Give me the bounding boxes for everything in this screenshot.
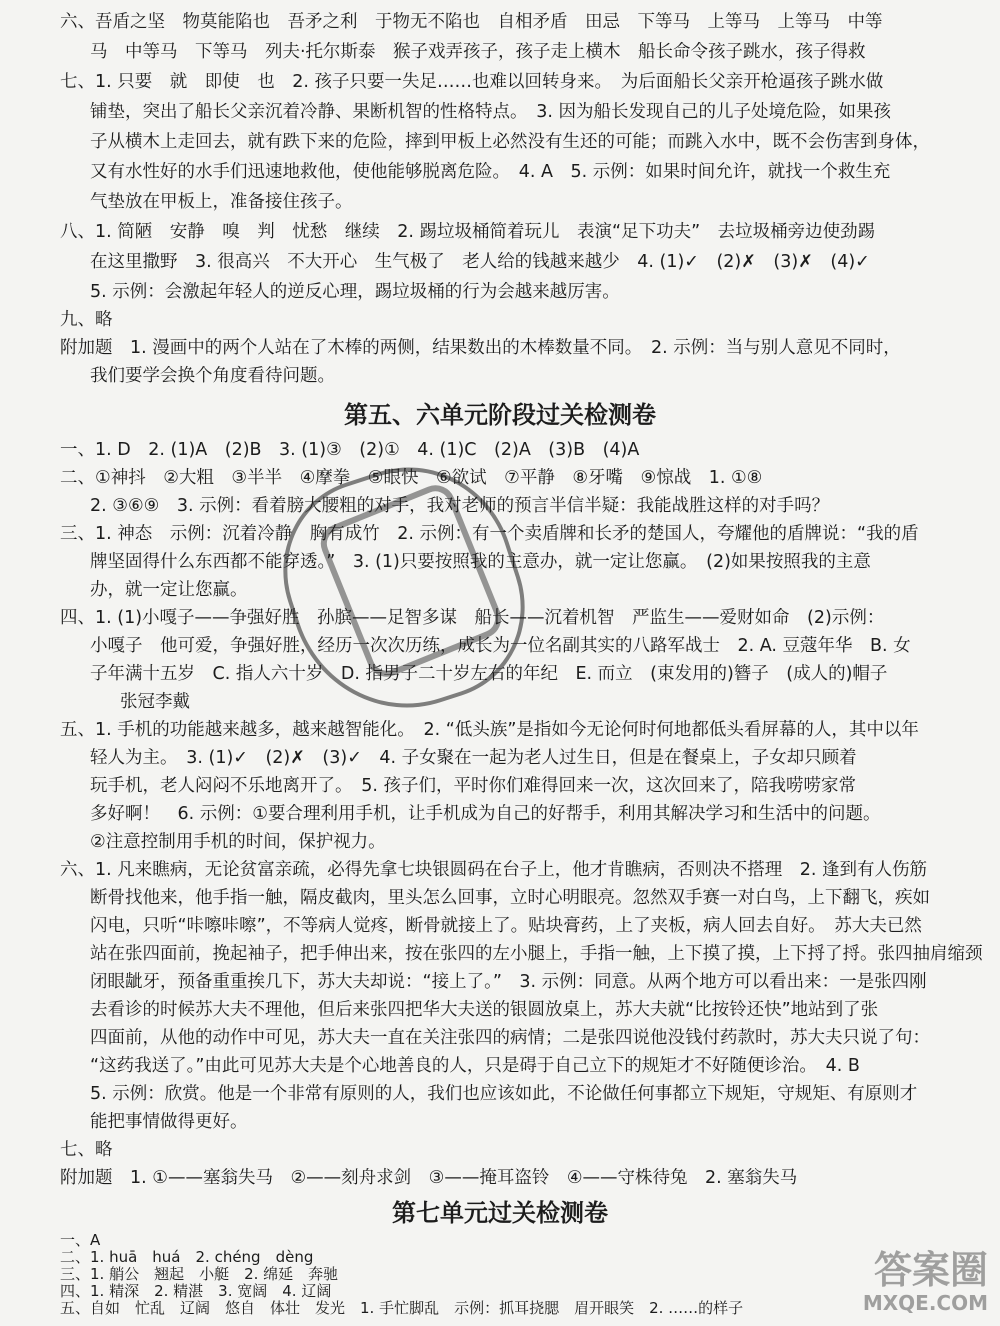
answer-line: 铺垫，突出了船长父亲沉着冷静、果断机智的性格特点。 3. 因为船长发现自己的儿子处境危险，如果孩 — [90, 102, 892, 122]
answer-line: ②注意控制用手机的时间，保护视力。 — [90, 832, 386, 852]
watermark-url: MXQE.COM — [862, 1291, 988, 1315]
answer-line: 九、略 — [60, 310, 113, 330]
answer-line: 四面前，从他的动作中可见，苏大夫一直在关注张四的病情；二是张四说他没钱付药款时，苏大夫只说了句： — [90, 1028, 930, 1048]
answer-line: 轻人为主。 3. (1)✓ (2)✗ (3)✓ 4. 子女聚在一起为老人过生日，但是在餐桌上，子女却只顾着 — [90, 748, 857, 768]
answer-line: 七、略 — [60, 1140, 113, 1160]
answer-line: 五、自如 忙乱 辽阔 悠自 体壮 发光 1. 手忙脚乱 示例：抓耳挠腮 眉开眼笑 2. ……的样子 — [60, 1300, 744, 1316]
answer-line: 在这里撒野 3. 很高兴 不大开心 生气极了 老人给的钱越来越少 4. (1)✓ (2)✗ (3)✗ (4)✓ — [90, 252, 870, 272]
answer-line: 四、1. 精深 2. 精湛 3. 宽阔 4. 辽阔 — [60, 1283, 332, 1299]
site-watermark — [808, 1248, 988, 1318]
answer-line: 四、1. (1)小嘎子——争强好胜 孙膑——足智多谋 船长——沉着机智 严监生——爱财如命 (2)示例： — [60, 608, 885, 628]
answer-line: 气垫放在甲板上，准备接住孩子。 — [90, 192, 353, 212]
answer-line: 闭眼龇牙，预备重重挨几下，苏大夫却说：“接上了。” 3. 示例：同意。从两个地方可以看出来：一是张四刚 — [90, 972, 927, 992]
answer-line: 办，就一定让您赢。 — [90, 580, 248, 600]
answer-line: 闪电，只听“咔嚓咔嚓”，不等病人觉疼，断骨就接上了。贴块膏药，上了夹板，病人回去自好。 苏大夫已然 — [90, 916, 922, 936]
answer-line: 三、1. 神态 示例：沉着冷静 胸有成竹 2. 示例：有一个卖盾牌和长矛的楚国人，夸耀他的盾牌说：“我的盾 — [60, 524, 919, 544]
answer-line: 七、1. 只要 就 即使 也 2. 孩子只要一失足……也难以回转身来。 为后面船长父亲开枪逼孩子跳水做 — [60, 72, 884, 92]
answer-line: 附加题 1. 漫画中的两个人站在了木棒的两侧，结果数出的木棒数量不同。 2. 示例：当与别人意见不同时， — [60, 338, 901, 358]
answer-line: 马 中等马 下等马 列夫·托尔斯泰 猴子戏弄孩子，孩子走上横木 船长命令孩子跳水，孩子得救 — [90, 42, 866, 62]
answer-line: 多好啊！ 6. 示例：①要合理利用手机，让手机成为自己的好帮手，利用其解决学习和生活中的问题。 — [90, 804, 881, 824]
answer-line: 牌坚固得什么东西都不能穿透。” 3. (1)只要按照我的主意办，就一定让您赢。 (2)如果按照我的主意 — [90, 552, 871, 572]
section-heading: 第五、六单元阶段过关检测卷 — [344, 401, 656, 429]
answer-line: 5. 示例：欣赏。他是一个非常有原则的人，我们也应该如此，不论做任何事都立下规矩，守规矩、有原则才 — [90, 1084, 918, 1104]
answer-line: 八、1. 简陋 安静 嗅 判 忧愁 继续 2. 踢垃圾桶简着玩儿 表演“足下功夫” 去垃圾桶旁边使劲踢 — [60, 222, 876, 242]
answer-line: 断骨找他来，他手指一触，隔皮截肉，里头怎么回事，立时心明眼亮。忽然双手赛一对白鸟，上下翻飞，疾如 — [90, 888, 930, 908]
answer-line: 子从横木上走回去，就有跌下来的危险，摔到甲板上必然没有生还的可能；而跳入水中，既不会伤害到身体， — [90, 132, 930, 152]
answer-line: 玩手机，老人闷闷不乐地离开了。 5. 孩子们，平时你们难得回来一次，这次回来了，陪我唠唠家常 — [90, 776, 857, 796]
answer-line: 一、1. D 2. (1)A (2)B 3. (1)③ (2)① 4. (1)C (2)A (3)B (4)A — [60, 440, 640, 460]
answer-line: 2. ③⑥⑨ 3. 示例：看着膀大腰粗的对手，我对老师的预言半信半疑：我能战胜这样的对手吗？ — [90, 496, 830, 516]
answer-line: 三、1. 艄公 翘起 小艇 2. 绵延 奔驰 — [60, 1266, 339, 1282]
answer-line: 六、吾盾之坚 物莫能陷也 吾矛之利 于物无不陷也 自相矛盾 田忌 下等马 上等马 上等马 中等 — [60, 12, 883, 32]
section-heading: 第七单元过关检测卷 — [392, 1199, 608, 1227]
answer-line: 一、A — [60, 1232, 101, 1248]
answer-line: “这药我送了。”由此可见苏大夫是个心地善良的人，只是碍于自己立下的规矩才不好随便诊治。 4. B — [90, 1056, 860, 1076]
answer-line: 5. 示例：会激起年轻人的逆反心理，踢垃圾桶的行为会越来越厉害。 — [90, 282, 620, 302]
answer-line: 站在张四面前，挽起袖子，把手伸出来，按在张四的左小腿上，手指一触，上下摸了摸，上下捋了捋。张四抽肩缩颈 — [90, 944, 983, 964]
answer-line: 能把事情做得更好。 — [90, 1112, 248, 1132]
answer-line: 又有水性好的水手们迅速地救他，使他能够脱离危险。 4. A 5. 示例：如果时间允许，就找一个救生充 — [90, 162, 891, 182]
answer-line: 五、1. 手机的功能越来越多，越来越智能化。 2. “低头族”是指如今无论何时何地都低头看屏幕的人，其中以年 — [60, 720, 919, 740]
answer-line: 张冠李戴 — [120, 692, 190, 712]
answer-line: 我们要学会换个角度看待问题。 — [90, 366, 335, 386]
answer-line: 子年满十五岁 C. 指人六十岁 D. 指男子二十岁左右的年纪 E. 而立 (束发用的)簪子 (成人的)帽子 — [90, 664, 888, 684]
answer-line: 二、1. huā huá 2. chéng dèng — [60, 1249, 314, 1265]
answer-line: 六、1. 凡来瞧病，无论贫富亲疏，必得先拿七块银圆码在台子上，他才肯瞧病，否则决不搭理 2. 逢到有人伤筋 — [60, 860, 928, 880]
watermark-title: 答案圈 — [873, 1248, 988, 1292]
answer-line: 附加题 1. ①——塞翁失马 ②——刻舟求剑 ③——掩耳盗铃 ④——守株待兔 2. 塞翁失马 — [60, 1168, 798, 1188]
answer-line: 去看诊的时候苏大夫不理他，但后来张四把华大夫送的银圆放桌上，苏大夫就“比按铃还快”地站到了张 — [90, 1000, 879, 1020]
answer-line: 二、①神抖 ②大粗 ③半半 ④摩拳 ⑤眼快 ⑥欲试 ⑦平静 ⑧牙嘴 ⑨惊战 1. ①⑧ — [60, 468, 763, 488]
answer-line: 小嘎子 他可爱，争强好胜，经历一次次历练，成长为一位名副其实的八路军战士 2. A. 豆蔻年华 B. 女 — [90, 636, 911, 656]
